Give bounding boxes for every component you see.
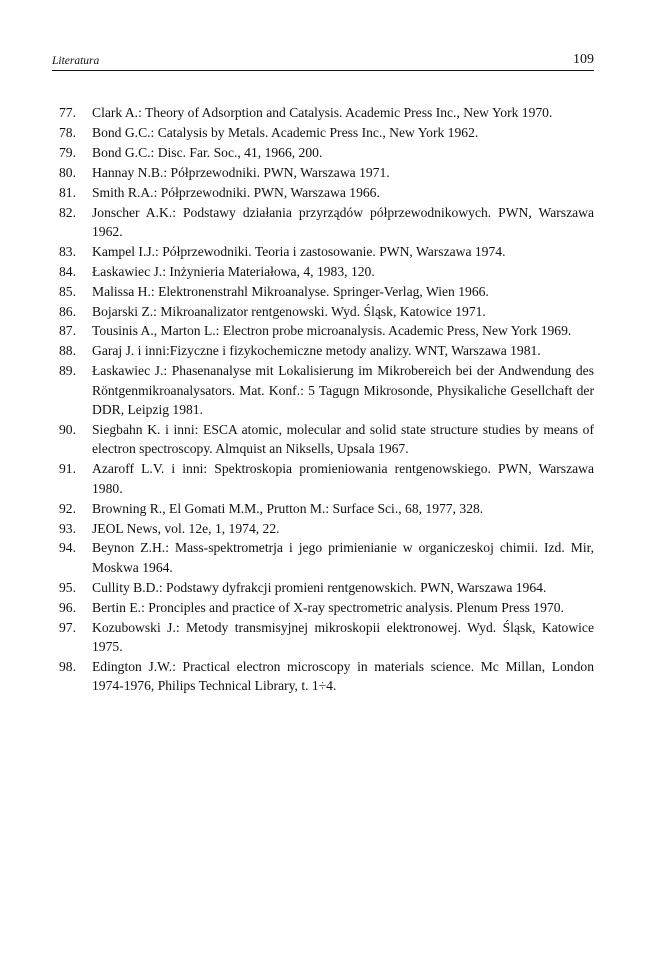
reference-item [52,183,594,202]
reference-number: 98. [59,658,76,674]
reference-text: Kozubowski J.: Metody transmisyjnej mikroskopii elektronowej. Wyd. Śląsk, Katowice 1975. [92,619,594,654]
reference-number: 84. [59,263,76,279]
reference-item [52,519,594,538]
reference-item [52,203,594,242]
reference-number: 83. [59,243,76,259]
reference-number: 96. [59,599,76,615]
reference-text: Hannay N.B.: Półprzewodniki. PWN, Warszawa 1971. [92,164,390,180]
reference-number: 94. [59,540,76,556]
reference-item [52,262,594,281]
reference-text: Browning R., El Gomati M.M., Prutton M.: Surface Sci., 68, 1977, 328. [92,500,484,516]
reference-text: Kampel I.J.: Półprzewodniki. Teoria i zastosowanie. PWN, Warszawa 1974. [92,243,506,259]
reference-item [52,578,594,597]
reference-item [52,538,594,577]
reference-item [52,420,594,459]
reference-list [52,103,594,696]
reference-number: 81. [59,184,76,200]
reference-text: Łaskawiec J.: Phasenanalyse mit Lokalisierung im Mikrobereich bei der Andwendung des Röntgenmikroanalysators. Mat. Konf.: 5 Tagugn Mikrosonde, Physikaliche Gesellchaft der DDR, Leipzig 1981. [92,363,594,418]
reference-number: 95. [59,579,76,595]
reference-text: Clark A.: Theory of Adsorption and Catalysis. Academic Press Inc., New York 1970. [92,105,553,120]
reference-item [52,321,594,340]
reference-item [52,499,594,518]
reference-text: Bond G.C.: Catalysis by Metals. Academic Press Inc., New York 1962. [92,124,479,140]
reference-number: 88. [59,343,76,359]
section-title: Literatura [52,55,100,67]
reference-number: 90. [59,422,76,437]
reference-text: Malissa H.: Elektronenstrahl Mikroanalyse. Springer-Verlag, Wien 1966. [92,283,489,299]
reference-item [52,302,594,321]
reference-text: Jonscher A.K.: Podstawy działania przyrządów półprzewodnikowych. PWN, Warszawa 1962. [92,204,594,239]
reference-item [52,242,594,261]
reference-number: 89. [59,363,76,379]
header-rule [52,70,594,71]
reference-number: 86. [59,303,76,319]
reference-item [52,361,594,419]
reference-text: Cullity B.D.: Podstawy dyfrakcji promieni rentgenowskich. PWN, Warszawa 1964. [92,579,547,595]
reference-text: Smith R.A.: Półprzewodniki. PWN, Warszawa 1966. [92,184,380,200]
reference-number: 91. [59,461,76,477]
reference-text: Beynon Z.H.: Mass-spektrometrja i jego primienianie w organiczeskoj chimii. Izd. Mir, Moskwa 1964. [92,540,594,575]
reference-item [52,123,594,142]
reference-number: 82. [59,204,76,220]
reference-item [52,341,594,360]
reference-text: Tousinis A., Marton L.: Electron probe microanalysis. Academic Press, New York 1969. [92,323,572,339]
reference-text: Bojarski Z.: Mikroanalizator rentgenowski. Wyd. Śląsk, Katowice 1971. [92,303,486,319]
reference-number: 78. [59,124,76,140]
reference-item [52,598,594,617]
reference-number: 85. [59,283,76,299]
reference-item [52,163,594,182]
reference-text: Łaskawiec J.: Inżynieria Materiałowa, 4, 1983, 120. [92,263,375,279]
running-header [52,51,594,71]
reference-number: 87. [59,323,76,339]
reference-text: Bond G.C.: Disc. Far. Soc., 41, 1966, 200. [92,144,323,160]
reference-text: Azaroff L.V. i inni: Spektroskopia promieniowania rentgenowskiego. PWN, Warszawa 1980. [92,461,594,496]
reference-text: Edington J.W.: Practical electron microscopy in materials science. Mc Millan, London 1974-1976, Philips Technical Library, t. 1÷4. [92,658,594,694]
reference-item [52,657,594,696]
reference-item [52,459,594,498]
reference-text: JEOL News, vol. 12e, 1, 1974, 22. [92,520,280,536]
reference-text: Bertin E.: Pronciples and practice of X-ray spectrometric analysis. Plenum Press 1970. [92,599,564,615]
reference-text: Siegbahn K. i inni: ESCA atomic, molecular and solid state structure studies by means of electron spectroscopy. Almquist an Niksells, Upsala 1967. [92,422,594,457]
reference-text: Garaj J. i inni:Fizyczne i fizykochemiczne metody analizy. WNT, Warszawa 1981. [92,343,541,359]
reference-number: 97. [59,619,76,635]
reference-number: 79. [59,144,76,160]
reference-number: 80. [59,164,76,180]
reference-item [52,282,594,301]
reference-item [52,143,594,162]
reference-number: 92. [59,500,76,516]
page-number: 109 [573,52,594,67]
reference-number: 93. [59,520,76,536]
reference-item [52,618,594,657]
reference-item [52,103,594,122]
reference-number: 77. [59,105,76,120]
